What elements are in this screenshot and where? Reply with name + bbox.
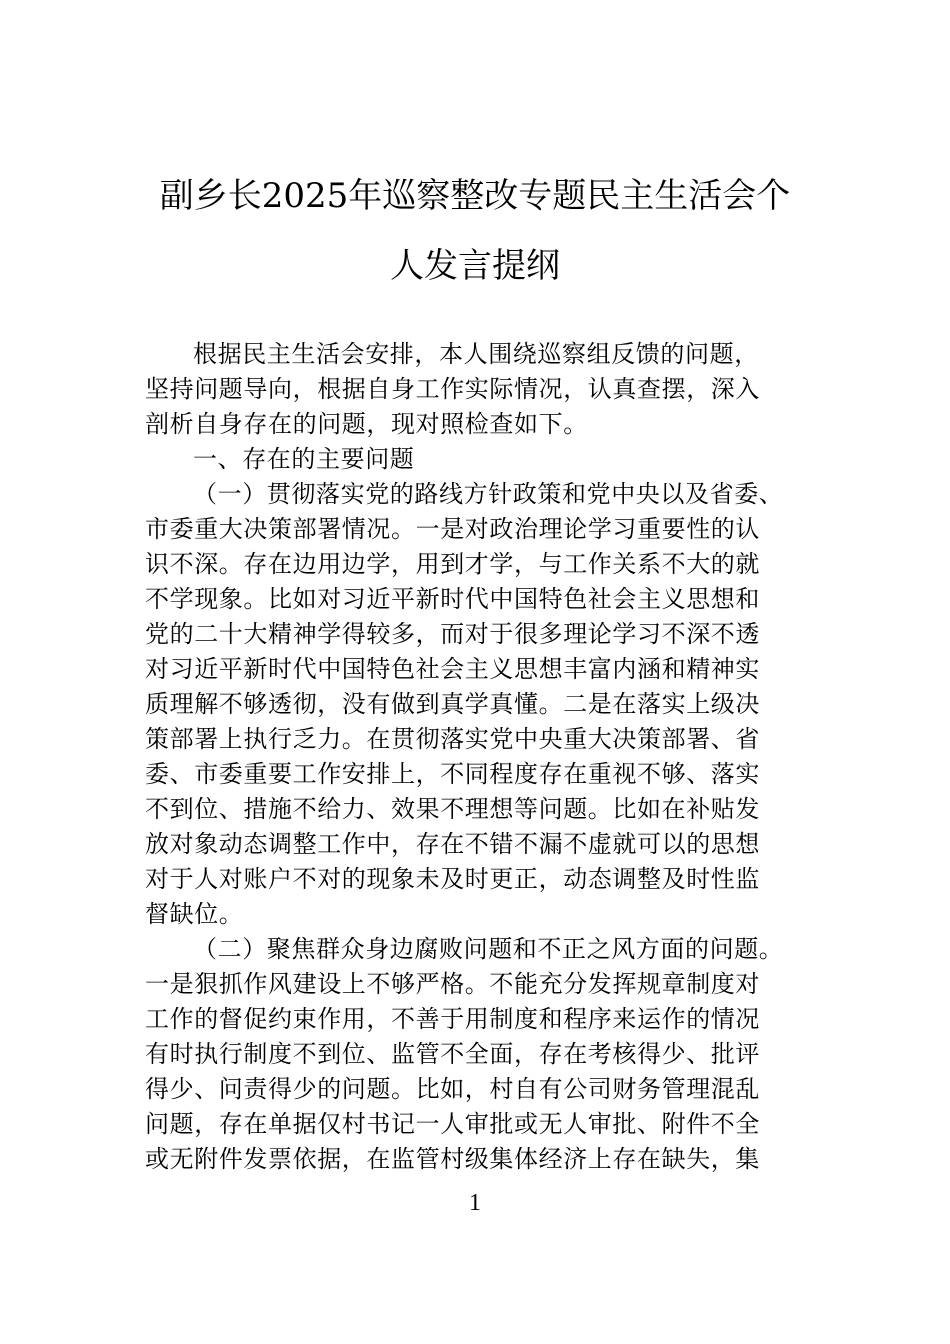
body-line: 得少、问责得少的问题。比如，村自有公司财务管理混乱 (145, 1075, 760, 1103)
body-line: 一是狠抓作风建设上不够严格。不能充分发挥规章制度对 (145, 970, 760, 998)
body-line: 督缺位。 (145, 900, 244, 928)
body-line: 对习近平新时代中国特色社会主义思想丰富内涵和精神实 (145, 655, 760, 683)
body-line: 放对象动态调整工作中，存在不错不漏不虚就可以的思想 (145, 830, 760, 858)
page-number: 1 (469, 1190, 481, 1216)
body-line: 问题，存在单据仅村书记一人审批或无人审批、附件不全 (145, 1110, 760, 1138)
body-line: 根据民主生活会安排，本人围绕巡察组反馈的问题， (193, 340, 759, 368)
body-line: 党的二十大精神学得较多，而对于很多理论学习不深不透 (145, 620, 760, 648)
body-line: 委、市委重要工作安排上，不同程度存在重视不够、落实 (145, 760, 760, 788)
subsection-heading: （一）贯彻落实党的路线方针政策和党中央以及省委、 (193, 480, 784, 508)
body-line: 或无附件发票依据，在监管村级集体经济上存在缺失，集 (145, 1145, 760, 1173)
body-line: 剖析自身存在的问题，现对照检查如下。 (145, 410, 588, 438)
body-line: 识不深。存在边用边学，用到才学，与工作关系不大的就 (145, 550, 760, 578)
section-heading: 一、存在的主要问题 (193, 445, 415, 473)
document-title-line-2: 人发言提纲 (390, 246, 560, 286)
body-line: 市委重大决策部署情况。一是对政治理论学习重要性的认 (145, 515, 760, 543)
subsection-heading: （二）聚焦群众身边腐败问题和不正之风方面的问题。 (193, 935, 784, 963)
body-line: 有时执行制度不到位、监管不全面，存在考核得少、批评 (145, 1040, 760, 1068)
body-line: 不学现象。比如对习近平新时代中国特色社会主义思想和 (145, 585, 760, 613)
body-line: 不到位、措施不给力、效果不理想等问题。比如在补贴发 (145, 795, 760, 823)
body-line: 策部署上执行乏力。在贯彻落实党中央重大决策部署、省 (145, 725, 760, 753)
body-line: 质理解不够透彻，没有做到真学真懂。二是在落实上级决 (145, 690, 760, 718)
body-line: 对于人对账户不对的现象未及时更正，动态调整及时性监 (145, 865, 760, 893)
body-line: 工作的督促约束作用，不善于用制度和程序来运作的情况 (145, 1005, 760, 1033)
body-line: 坚持问题导向，根据自身工作实际情况，认真查摆，深入 (145, 375, 760, 403)
document-title-line-1: 副乡长2025年巡察整改专题民主生活会个 (159, 176, 791, 216)
